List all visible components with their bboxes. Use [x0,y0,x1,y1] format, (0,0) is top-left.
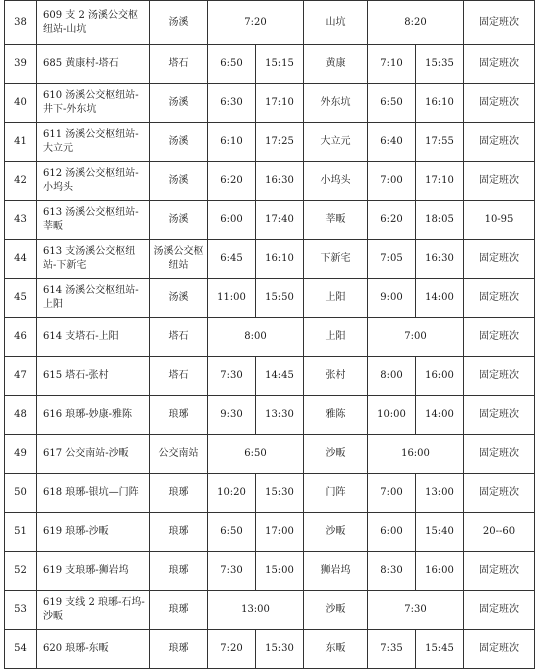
route-name: 613 汤溪公交枢纽站-莘畈 [37,201,150,240]
service-interval: 固定班次 [464,357,535,396]
origin-first-departure: 6:10 [208,123,256,162]
route-name: 609 支 2 汤溪公交枢纽站-山坑 [37,1,150,45]
service-interval: 固定班次 [464,45,535,84]
row-number: 53 [5,591,37,630]
service-interval: 固定班次 [464,1,535,45]
destination-station: 大立元 [304,123,368,162]
table-row [5,435,535,474]
origin-last-departure: 17:10 [256,84,304,123]
destination-station: 狮岩坞 [304,552,368,591]
origin-station: 汤溪 [150,1,208,45]
origin-station: 琅琊 [150,591,208,630]
origin-last-departure: 17:40 [256,201,304,240]
destination-first-departure: 8:00 [368,357,416,396]
route-name: 617 公交南站-沙畈 [37,435,150,474]
origin-last-departure: 17:00 [256,513,304,552]
row-number: 39 [5,45,37,84]
row-number: 48 [5,396,37,435]
destination-first-departure: 7:10 [368,45,416,84]
origin-station: 塔石 [150,318,208,357]
origin-first-departure: 6:30 [208,84,256,123]
origin-last-departure: 15:30 [256,474,304,513]
destination-departure-time: 7:30 [368,591,464,630]
route-name: 613 支汤溪公交枢纽站-下新宅 [37,240,150,279]
service-interval: 20--60 [464,513,535,552]
service-interval: 固定班次 [464,279,535,318]
row-number: 43 [5,201,37,240]
table-row [5,513,535,552]
row-number: 50 [5,474,37,513]
table-row [5,396,535,435]
destination-last-departure: 17:10 [416,162,464,201]
destination-station: 东畈 [304,630,368,669]
route-name: 619 支线 2 琅琊-石坞-沙畈 [37,591,150,630]
origin-station: 琅琊 [150,630,208,669]
origin-station: 汤溪 [150,201,208,240]
table-row [5,591,535,630]
service-interval: 固定班次 [464,162,535,201]
row-number: 51 [5,513,37,552]
destination-first-departure: 7:35 [368,630,416,669]
row-number: 38 [5,1,37,45]
table-body [5,1,535,669]
destination-station: 门阵 [304,474,368,513]
destination-first-departure: 6:40 [368,123,416,162]
origin-departure-time: 6:50 [208,435,304,474]
destination-last-departure: 16:00 [416,552,464,591]
table-row [5,630,535,669]
route-name: 619 琅琊-沙畈 [37,513,150,552]
origin-first-departure: 6:50 [208,513,256,552]
destination-last-departure: 14:00 [416,396,464,435]
destination-last-departure: 15:45 [416,630,464,669]
origin-station: 琅琊 [150,552,208,591]
destination-last-departure: 18:05 [416,201,464,240]
destination-departure-time: 16:00 [368,435,464,474]
destination-first-departure: 8:30 [368,552,416,591]
route-name: 612 汤溪公交枢纽站-小坞头 [37,162,150,201]
destination-station: 雅陈 [304,396,368,435]
table-row [5,552,535,591]
service-interval: 固定班次 [464,630,535,669]
destination-last-departure: 14:00 [416,279,464,318]
destination-first-departure: 9:00 [368,279,416,318]
row-number: 41 [5,123,37,162]
destination-station: 山坑 [304,1,368,45]
origin-last-departure: 14:45 [256,357,304,396]
destination-last-departure: 13:00 [416,474,464,513]
origin-station: 汤溪 [150,123,208,162]
destination-first-departure: 6:00 [368,513,416,552]
origin-last-departure: 15:00 [256,552,304,591]
route-name: 685 黄康村-塔石 [37,45,150,84]
route-name: 619 支琅琊-狮岩坞 [37,552,150,591]
service-interval: 固定班次 [464,123,535,162]
destination-station: 上阳 [304,279,368,318]
origin-departure-time: 8:00 [208,318,304,357]
destination-first-departure: 7:00 [368,474,416,513]
service-interval: 固定班次 [464,552,535,591]
destination-station: 外东坑 [304,84,368,123]
destination-station: 莘畈 [304,201,368,240]
origin-station: 琅琊 [150,396,208,435]
table-row [5,318,535,357]
origin-last-departure: 17:25 [256,123,304,162]
destination-station: 黄康 [304,45,368,84]
destination-first-departure: 10:00 [368,396,416,435]
origin-station: 公交南站 [150,435,208,474]
destination-departure-time: 7:00 [368,318,464,357]
destination-last-departure: 17:55 [416,123,464,162]
origin-first-departure: 11:00 [208,279,256,318]
service-interval: 固定班次 [464,435,535,474]
origin-first-departure: 9:30 [208,396,256,435]
service-interval: 固定班次 [464,318,535,357]
route-name: 610 汤溪公交枢纽站-井下-外东坑 [37,84,150,123]
origin-first-departure: 10:20 [208,474,256,513]
origin-first-departure: 6:45 [208,240,256,279]
origin-first-departure: 6:20 [208,162,256,201]
table-row [5,84,535,123]
origin-station: 塔石 [150,45,208,84]
row-number: 44 [5,240,37,279]
origin-last-departure: 15:50 [256,279,304,318]
row-number: 52 [5,552,37,591]
table-row [5,1,535,45]
destination-last-departure: 16:30 [416,240,464,279]
table-row [5,45,535,84]
destination-station: 沙畈 [304,513,368,552]
origin-station: 汤溪公交枢纽站 [150,240,208,279]
service-interval: 10-95 [464,201,535,240]
table-row [5,357,535,396]
origin-departure-time: 13:00 [208,591,304,630]
service-interval: 固定班次 [464,591,535,630]
destination-station: 沙畈 [304,435,368,474]
table-row [5,474,535,513]
row-number: 47 [5,357,37,396]
origin-departure-time: 7:20 [208,1,304,45]
bus-schedule-table [4,0,535,669]
origin-first-departure: 7:30 [208,357,256,396]
destination-first-departure: 6:50 [368,84,416,123]
destination-first-departure: 7:05 [368,240,416,279]
destination-first-departure: 7:00 [368,162,416,201]
origin-last-departure: 16:30 [256,162,304,201]
origin-last-departure: 15:30 [256,630,304,669]
table-row [5,162,535,201]
origin-station: 汤溪 [150,162,208,201]
table-row [5,201,535,240]
destination-station: 下新宅 [304,240,368,279]
route-name: 616 琅琊-妙康-雅陈 [37,396,150,435]
origin-last-departure: 16:10 [256,240,304,279]
destination-first-departure: 6:20 [368,201,416,240]
destination-station: 沙畈 [304,591,368,630]
route-name: 618 琅琊-银坑—门阵 [37,474,150,513]
service-interval: 固定班次 [464,240,535,279]
row-number: 54 [5,630,37,669]
service-interval: 固定班次 [464,396,535,435]
origin-station: 塔石 [150,357,208,396]
origin-first-departure: 7:30 [208,552,256,591]
origin-station: 琅琊 [150,513,208,552]
row-number: 42 [5,162,37,201]
row-number: 40 [5,84,37,123]
origin-first-departure: 7:20 [208,630,256,669]
destination-last-departure: 16:00 [416,357,464,396]
table-row [5,123,535,162]
route-name: 615 塔石-张村 [37,357,150,396]
destination-departure-time: 8:20 [368,1,464,45]
origin-last-departure: 13:30 [256,396,304,435]
origin-station: 汤溪 [150,84,208,123]
table-row [5,240,535,279]
route-name: 614 汤溪公交枢纽站-上阳 [37,279,150,318]
service-interval: 固定班次 [464,474,535,513]
service-interval: 固定班次 [464,84,535,123]
route-name: 620 琅琊-东畈 [37,630,150,669]
table-row [5,279,535,318]
destination-station: 小坞头 [304,162,368,201]
row-number: 45 [5,279,37,318]
destination-last-departure: 15:40 [416,513,464,552]
origin-station: 汤溪 [150,279,208,318]
origin-first-departure: 6:50 [208,45,256,84]
destination-last-departure: 16:10 [416,84,464,123]
destination-station: 上阳 [304,318,368,357]
origin-first-departure: 6:00 [208,201,256,240]
destination-last-departure: 15:35 [416,45,464,84]
route-name: 614 支塔石-上阳 [37,318,150,357]
destination-station: 张村 [304,357,368,396]
origin-last-departure: 15:15 [256,45,304,84]
route-name: 611 汤溪公交枢纽站-大立元 [37,123,150,162]
row-number: 49 [5,435,37,474]
origin-station: 琅琊 [150,474,208,513]
row-number: 46 [5,318,37,357]
